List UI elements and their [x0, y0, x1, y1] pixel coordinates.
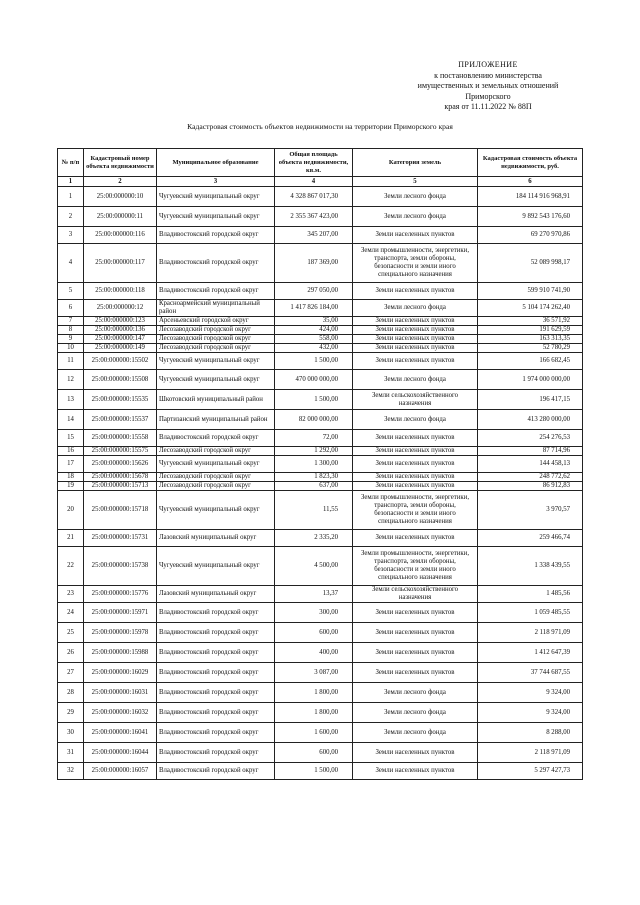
- land-category-cell: Земли населенных пунктов: [353, 335, 478, 344]
- row-number-cell: 13: [58, 390, 84, 410]
- row-number-cell: 2: [58, 207, 84, 227]
- appendix-line-2: имущественных и земельных отношений Приморского: [417, 81, 559, 101]
- table-row: [58, 456, 583, 473]
- appendix-header: [400, 60, 576, 113]
- area-cell: 2 335,20: [275, 530, 353, 547]
- land-category-cell: Земли лесного фонда: [353, 723, 478, 743]
- row-number-cell: 23: [58, 586, 84, 603]
- municipality-cell: Чугуевский муниципальный округ: [157, 207, 275, 227]
- row-number-cell: 15: [58, 430, 84, 447]
- table-row: [58, 207, 583, 227]
- land-category-cell: Земли населенных пунктов: [353, 344, 478, 353]
- land-category-cell: Земли населенных пунктов: [353, 456, 478, 473]
- municipality-cell: Арсеньевский городской округ: [157, 317, 275, 326]
- municipality-cell: Лазовский муниципальный округ: [157, 586, 275, 603]
- municipality-cell: Владивостокский городской округ: [157, 244, 275, 283]
- land-category-cell: Земли населенных пунктов: [353, 603, 478, 623]
- table-row: [58, 623, 583, 643]
- column-header-number: № п/п: [58, 149, 84, 177]
- municipality-cell: Чугуевский муниципальный округ: [157, 353, 275, 370]
- row-number-cell: 8: [58, 326, 84, 335]
- column-number-row: [58, 177, 583, 187]
- area-cell: 35,00: [275, 317, 353, 326]
- municipality-cell: Лесозаводский городской округ: [157, 326, 275, 335]
- cadastral-number-cell: 25:00:000000:15738: [84, 547, 157, 586]
- table-row: [58, 603, 583, 623]
- cadastral-number-cell: 25:00:000000:15508: [84, 370, 157, 390]
- land-category-cell: Земли лесного фонда: [353, 207, 478, 227]
- table-row: [58, 663, 583, 683]
- land-category-cell: Земли населенных пунктов: [353, 317, 478, 326]
- cadastral-value-cell: 2 118 971,09: [478, 623, 583, 643]
- municipality-cell: Красноармейский муниципальный район: [157, 300, 275, 317]
- column-number: 3: [157, 177, 275, 187]
- land-category-cell: Земли населенных пунктов: [353, 353, 478, 370]
- municipality-cell: Лесозаводский городской округ: [157, 344, 275, 353]
- row-number-cell: 7: [58, 317, 84, 326]
- table-row: [58, 326, 583, 335]
- municipality-cell: Владивостокский городской округ: [157, 643, 275, 663]
- land-category-cell: Земли населенных пунктов: [353, 482, 478, 491]
- land-category-cell: Земли населенных пунктов: [353, 447, 478, 456]
- area-cell: 470 000 000,00: [275, 370, 353, 390]
- table-row: [58, 530, 583, 547]
- cadastral-number-cell: 25:00:000000:15713: [84, 482, 157, 491]
- area-cell: 1 800,00: [275, 683, 353, 703]
- row-number-cell: 4: [58, 244, 84, 283]
- row-number-cell: 26: [58, 643, 84, 663]
- row-number-cell: 18: [58, 473, 84, 482]
- cadastral-number-cell: 25:00:000000:16032: [84, 703, 157, 723]
- table-row: [58, 473, 583, 482]
- row-number-cell: 31: [58, 743, 84, 763]
- cadastral-value-cell: 184 114 916 968,91: [478, 187, 583, 207]
- column-header-municipality: Муниципальное образование: [157, 149, 275, 177]
- column-header-area: Общая площадь объекта недвижимости, кв.м.: [275, 149, 353, 177]
- row-number-cell: 20: [58, 491, 84, 530]
- cadastral-number-cell: 25:00:000000:15502: [84, 353, 157, 370]
- cadastral-number-cell: 25:00:000000:10: [84, 187, 157, 207]
- cadastral-value-cell: 87 714,96: [478, 447, 583, 456]
- land-category-cell: Земли сельскохозяйственного назначения: [353, 390, 478, 410]
- table-row: [58, 370, 583, 390]
- cadastral-value-cell: 259 466,74: [478, 530, 583, 547]
- table-row: [58, 743, 583, 763]
- cadastral-value-cell: 5 104 174 262,40: [478, 300, 583, 317]
- area-cell: 1 500,00: [275, 390, 353, 410]
- cadastral-number-cell: 25:00:000000:15731: [84, 530, 157, 547]
- cadastral-number-cell: 25:00:000000:15971: [84, 603, 157, 623]
- table-header-row: [58, 149, 583, 177]
- area-cell: 1 800,00: [275, 703, 353, 723]
- cadastral-number-cell: 25:00:000000:16041: [84, 723, 157, 743]
- row-number-cell: 29: [58, 703, 84, 723]
- cadastral-value-cell: 3 970,57: [478, 491, 583, 530]
- municipality-cell: Чугуевский муниципальный округ: [157, 187, 275, 207]
- row-number-cell: 32: [58, 763, 84, 780]
- cadastral-number-cell: 25:00:000000:16031: [84, 683, 157, 703]
- cadastral-value-cell: 248 772,62: [478, 473, 583, 482]
- column-number: 2: [84, 177, 157, 187]
- land-category-cell: Земли лесного фонда: [353, 187, 478, 207]
- land-category-cell: Земли населенных пунктов: [353, 283, 478, 300]
- area-cell: 1 417 826 184,00: [275, 300, 353, 317]
- cadastral-number-cell: 25:00:000000:15988: [84, 643, 157, 663]
- row-number-cell: 9: [58, 335, 84, 344]
- cadastral-number-cell: 25:00:000000:116: [84, 227, 157, 244]
- land-category-cell: Земли населенных пунктов: [353, 743, 478, 763]
- land-category-cell: Земли промышленности, энергетики, транспорта, земли обороны, безопасности и земли иного специального назначения: [353, 244, 478, 283]
- area-cell: 432,00: [275, 344, 353, 353]
- cadastral-number-cell: 25:00:000000:149: [84, 344, 157, 353]
- appendix-title: ПРИЛОЖЕНИЕ: [458, 60, 518, 69]
- cadastral-number-cell: 25:00:000000:15626: [84, 456, 157, 473]
- cadastral-value-cell: 1 338 439,55: [478, 547, 583, 586]
- row-number-cell: 16: [58, 447, 84, 456]
- area-cell: 300,00: [275, 603, 353, 623]
- land-category-cell: Земли сельскохозяйственного назначения: [353, 586, 478, 603]
- land-category-cell: Земли лесного фонда: [353, 410, 478, 430]
- cadastral-value-cell: 1 412 647,39: [478, 643, 583, 663]
- area-cell: 297 050,00: [275, 283, 353, 300]
- table-row: [58, 482, 583, 491]
- cadastral-value-cell: 1 485,56: [478, 586, 583, 603]
- cadastral-value-cell: 8 288,00: [478, 723, 583, 743]
- municipality-cell: Владивостокский городской округ: [157, 723, 275, 743]
- cadastral-number-cell: 25:00:000000:16029: [84, 663, 157, 683]
- land-category-cell: Земли промышленности, энергетики, транспорта, земли обороны, безопасности и земли иного специального назначения: [353, 547, 478, 586]
- municipality-cell: Владивостокский городской округ: [157, 283, 275, 300]
- cadastral-value-cell: 1 059 485,55: [478, 603, 583, 623]
- table-row: [58, 586, 583, 603]
- row-number-cell: 28: [58, 683, 84, 703]
- table-row: [58, 187, 583, 207]
- municipality-cell: Лесозаводский городской округ: [157, 335, 275, 344]
- land-category-cell: Земли населенных пунктов: [353, 643, 478, 663]
- land-category-cell: Земли населенных пунктов: [353, 326, 478, 335]
- area-cell: 400,00: [275, 643, 353, 663]
- cadastral-number-cell: 25:00:000000:15558: [84, 430, 157, 447]
- area-cell: 345 207,00: [275, 227, 353, 244]
- municipality-cell: Чугуевский муниципальный округ: [157, 456, 275, 473]
- cadastral-value-cell: 2 118 971,09: [478, 743, 583, 763]
- land-category-cell: Земли населенных пунктов: [353, 430, 478, 447]
- appendix-line-1: к постановлению министерства: [434, 70, 542, 80]
- table-row: [58, 283, 583, 300]
- area-cell: 187 369,00: [275, 244, 353, 283]
- area-cell: 3 087,00: [275, 663, 353, 683]
- land-category-cell: Земли лесного фонда: [353, 703, 478, 723]
- area-cell: 1 823,30: [275, 473, 353, 482]
- cadastral-value-cell: 191 629,59: [478, 326, 583, 335]
- cadastral-number-cell: 25:00:000000:117: [84, 244, 157, 283]
- cadastral-value-cell: 196 417,15: [478, 390, 583, 410]
- cadastral-number-cell: 25:00:000000:15776: [84, 586, 157, 603]
- area-cell: 4 500,00: [275, 547, 353, 586]
- cadastral-number-cell: 25:00:000000:147: [84, 335, 157, 344]
- column-number: 1: [58, 177, 84, 187]
- municipality-cell: Владивостокский городской округ: [157, 603, 275, 623]
- land-category-cell: Земли лесного фонда: [353, 370, 478, 390]
- row-number-cell: 25: [58, 623, 84, 643]
- table-row: [58, 491, 583, 530]
- table-row: [58, 300, 583, 317]
- area-cell: 4 328 867 017,30: [275, 187, 353, 207]
- row-number-cell: 30: [58, 723, 84, 743]
- cadastral-value-cell: 9 324,00: [478, 683, 583, 703]
- table-row: [58, 643, 583, 663]
- municipality-cell: Чугуевский муниципальный округ: [157, 370, 275, 390]
- area-cell: 82 000 000,00: [275, 410, 353, 430]
- land-category-cell: Земли населенных пунктов: [353, 530, 478, 547]
- row-number-cell: 12: [58, 370, 84, 390]
- cadastral-number-cell: 25:00:000000:15678: [84, 473, 157, 482]
- cadastral-number-cell: 25:00:000000:11: [84, 207, 157, 227]
- municipality-cell: Владивостокский городской округ: [157, 430, 275, 447]
- column-header-cadastral-value: Кадастровая стоимость объекта недвижимости, руб.: [478, 149, 583, 177]
- municipality-cell: Лесозаводский городской округ: [157, 447, 275, 456]
- municipality-cell: Партизанский муниципальный район: [157, 410, 275, 430]
- area-cell: 1 500,00: [275, 763, 353, 780]
- area-cell: 637,00: [275, 482, 353, 491]
- land-category-cell: Земли населенных пунктов: [353, 623, 478, 643]
- municipality-cell: Владивостокский городской округ: [157, 743, 275, 763]
- cadastral-value-cell: 69 270 970,86: [478, 227, 583, 244]
- municipality-cell: Владивостокский городской округ: [157, 763, 275, 780]
- appendix-line-3: края от 11.11.2022 № 88П: [444, 102, 532, 111]
- area-cell: 558,00: [275, 335, 353, 344]
- area-cell: 1 600,00: [275, 723, 353, 743]
- cadastral-value-cell: 1 974 000 000,00: [478, 370, 583, 390]
- area-cell: 11,55: [275, 491, 353, 530]
- table-row: [58, 723, 583, 743]
- land-category-cell: Земли населенных пунктов: [353, 227, 478, 244]
- municipality-cell: Чугуевский муниципальный округ: [157, 491, 275, 530]
- municipality-cell: Чугуевский муниципальный округ: [157, 547, 275, 586]
- column-number: 4: [275, 177, 353, 187]
- land-category-cell: Земли промышленности, энергетики, транспорта, земли обороны, безопасности и земли иного специального назначения: [353, 491, 478, 530]
- table-row: [58, 344, 583, 353]
- column-number: 5: [353, 177, 478, 187]
- land-category-cell: Земли лесного фонда: [353, 300, 478, 317]
- area-cell: 1 500,00: [275, 353, 353, 370]
- cadastral-value-cell: 254 276,53: [478, 430, 583, 447]
- cadastral-value-cell: 52 089 998,17: [478, 244, 583, 283]
- municipality-cell: Владивостокский городской округ: [157, 683, 275, 703]
- cadastral-value-cell: 52 780,29: [478, 344, 583, 353]
- area-cell: 1 292,00: [275, 447, 353, 456]
- cadastral-value-cell: 86 912,83: [478, 482, 583, 491]
- municipality-cell: Владивостокский городской округ: [157, 663, 275, 683]
- table-row: [58, 244, 583, 283]
- table-body: [58, 187, 583, 780]
- cadastral-number-cell: 25:00:000000:136: [84, 326, 157, 335]
- row-number-cell: 19: [58, 482, 84, 491]
- cadastral-value-cell: 37 744 687,55: [478, 663, 583, 683]
- row-number-cell: 10: [58, 344, 84, 353]
- cadastral-value-cell: 163 313,35: [478, 335, 583, 344]
- cadastral-number-cell: 25:00:000000:15978: [84, 623, 157, 643]
- cadastral-value-cell: 5 297 427,73: [478, 763, 583, 780]
- cadastral-number-cell: 25:00:000000:16044: [84, 743, 157, 763]
- cadastral-number-cell: 25:00:000000:15535: [84, 390, 157, 410]
- cadastral-value-cell: 599 910 741,90: [478, 283, 583, 300]
- cadastral-number-cell: 25:00:000000:118: [84, 283, 157, 300]
- municipality-cell: Владивостокский городской округ: [157, 703, 275, 723]
- row-number-cell: 1: [58, 187, 84, 207]
- document-title: Кадастровая стоимость объектов недвижимости на территории Приморского края: [187, 122, 453, 131]
- municipality-cell: Лазовский муниципальный округ: [157, 530, 275, 547]
- land-category-cell: Земли населенных пунктов: [353, 663, 478, 683]
- row-number-cell: 14: [58, 410, 84, 430]
- table-row: [58, 447, 583, 456]
- table-row: [58, 227, 583, 244]
- row-number-cell: 21: [58, 530, 84, 547]
- land-category-cell: Земли лесного фонда: [353, 683, 478, 703]
- cadastral-value-cell: 36 571,92: [478, 317, 583, 326]
- table-row: [58, 335, 583, 344]
- row-number-cell: 24: [58, 603, 84, 623]
- column-number: 6: [478, 177, 583, 187]
- cadastral-number-cell: 25:00:000000:15537: [84, 410, 157, 430]
- municipality-cell: Владивостокский городской округ: [157, 623, 275, 643]
- row-number-cell: 6: [58, 300, 84, 317]
- area-cell: 13,37: [275, 586, 353, 603]
- column-header-land-category: Категория земель: [353, 149, 478, 177]
- cadastral-value-cell: 166 682,45: [478, 353, 583, 370]
- row-number-cell: 22: [58, 547, 84, 586]
- row-number-cell: 11: [58, 353, 84, 370]
- cadastral-value-cell: 9 892 543 176,60: [478, 207, 583, 227]
- cadastral-number-cell: 25:00:000000:16057: [84, 763, 157, 780]
- area-cell: 2 355 367 423,00: [275, 207, 353, 227]
- area-cell: 600,00: [275, 743, 353, 763]
- municipality-cell: Лесозаводский городской округ: [157, 482, 275, 491]
- cadastral-number-cell: 25:00:000000:15718: [84, 491, 157, 530]
- table-row: [58, 703, 583, 723]
- row-number-cell: 3: [58, 227, 84, 244]
- cadastral-number-cell: 25:00:000000:12: [84, 300, 157, 317]
- table-row: [58, 683, 583, 703]
- land-category-cell: Земли населенных пунктов: [353, 763, 478, 780]
- cadastral-number-cell: 25:00:000000:123: [84, 317, 157, 326]
- area-cell: 1 300,00: [275, 456, 353, 473]
- table-row: [58, 390, 583, 410]
- area-cell: 424,00: [275, 326, 353, 335]
- cadastral-number-cell: 25:00:000000:15575: [84, 447, 157, 456]
- cadastral-value-cell: 413 280 000,00: [478, 410, 583, 430]
- area-cell: 72,00: [275, 430, 353, 447]
- municipality-cell: Лесозаводский городской округ: [157, 473, 275, 482]
- municipality-cell: Шкотовский муниципальный район: [157, 390, 275, 410]
- cadastral-value-cell: 9 324,00: [478, 703, 583, 723]
- table-row: [58, 317, 583, 326]
- table-row: [58, 430, 583, 447]
- land-category-cell: Земли населенных пунктов: [353, 473, 478, 482]
- row-number-cell: 5: [58, 283, 84, 300]
- table-row: [58, 410, 583, 430]
- column-header-cadastral-number: Кадастровый номер объекта недвижимости: [84, 149, 157, 177]
- cadastral-value-cell: 144 458,13: [478, 456, 583, 473]
- row-number-cell: 17: [58, 456, 84, 473]
- table-row: [58, 547, 583, 586]
- table-row: [58, 763, 583, 780]
- area-cell: 600,00: [275, 623, 353, 643]
- cadastral-value-table: [57, 148, 583, 780]
- municipality-cell: Владивостокский городской округ: [157, 227, 275, 244]
- row-number-cell: 27: [58, 663, 84, 683]
- table-row: [58, 353, 583, 370]
